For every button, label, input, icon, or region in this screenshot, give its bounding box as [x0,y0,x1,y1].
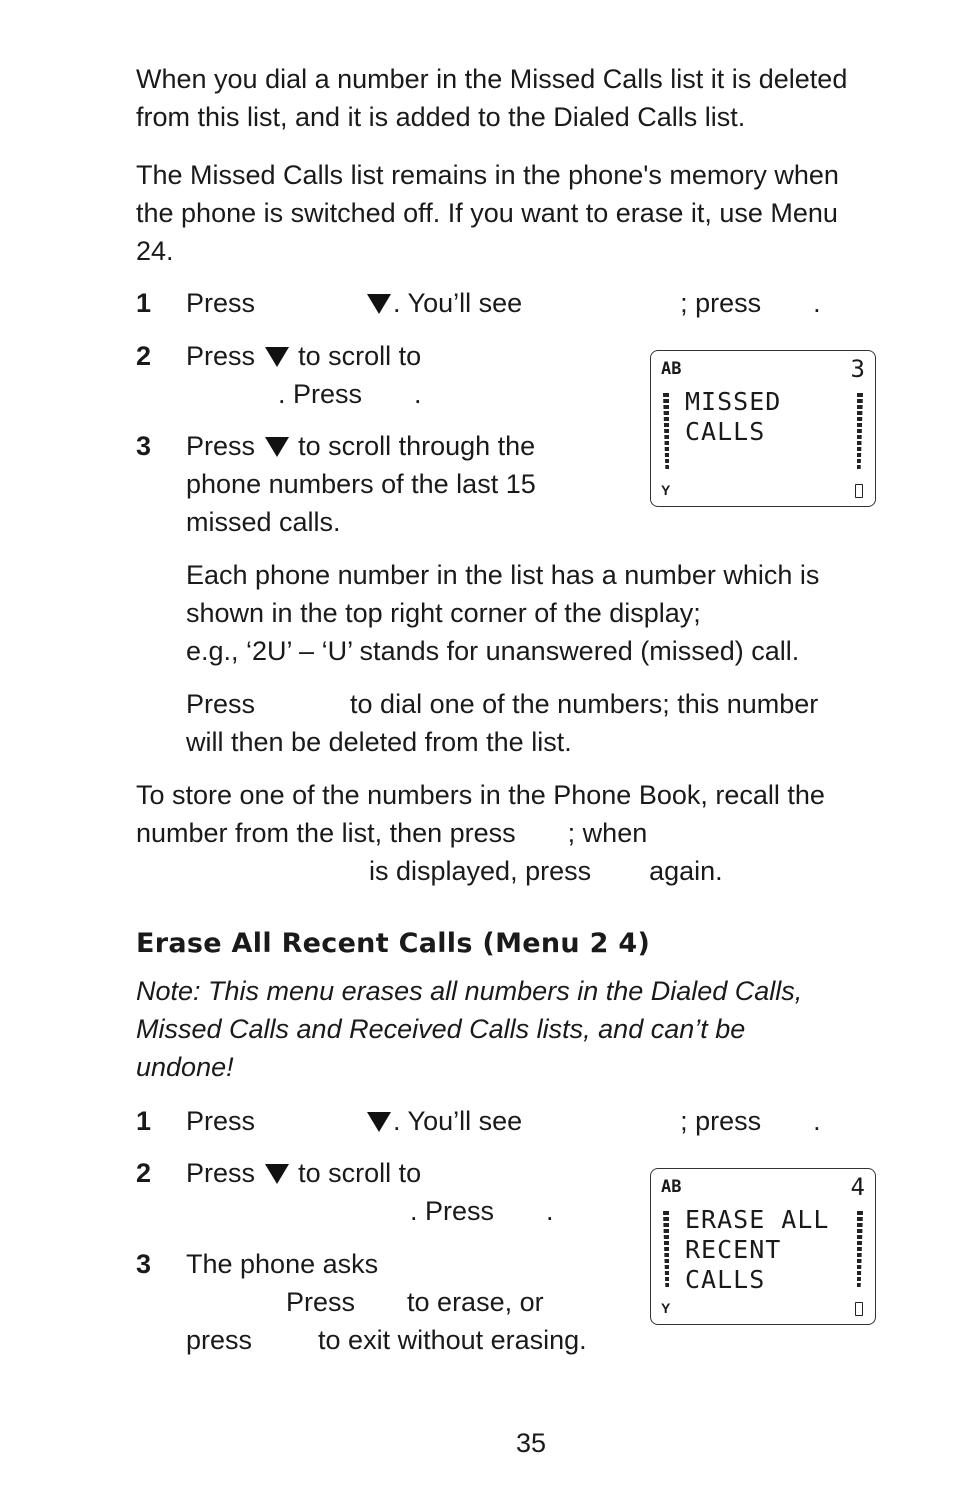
step-text: . [813,1106,821,1136]
battery-bar-icon [857,393,863,471]
intro-paragraph-2: The Missed Calls list remains in the phone's memory when the phone is switched off. If you want to erase it, use Menu 24. [136,160,839,266]
erase-note [136,972,876,1088]
store-instructions [136,776,876,892]
phone-display-missed-calls [650,350,876,507]
missed-step-2 [136,337,636,417]
battery-icon [855,484,863,498]
body-text: number from the list, then press [136,818,516,848]
display-index: 4 [850,1173,865,1201]
note-text: undone! [136,1052,234,1082]
intro-paragraph-1: When you dial a number in the Missed Calls list it is deleted from this list, and it is added to the Dialed Calls list. [136,64,848,132]
missed-dial-note [136,685,836,763]
step-number: 1 [136,288,152,318]
step-number: 3 [136,1249,152,1279]
step-text: . You’ll see [393,288,523,318]
display-ab-indicator: AB [661,1177,682,1197]
body-text: is displayed, press [369,856,592,886]
step-text: . You’ll see [393,1106,523,1136]
section-heading: Erase All Recent Calls (Menu 2 4) [136,928,651,959]
body-text: Press [186,689,256,719]
display-ab-indicator: AB [661,359,682,379]
step-number: 3 [136,431,152,461]
note-text: Note: This menu erases all numbers in the Dialed Calls, [136,976,803,1006]
step-text: . Press [410,1196,495,1226]
note-text: Missed Calls and Received Calls lists, and can’t be [136,1014,746,1044]
body-text: e.g., ‘2U’ – ‘U’ stands for unanswered (missed) call. [186,636,800,666]
step-text: to exit without erasing. [318,1325,587,1355]
battery-icon [855,1302,863,1316]
erase-step-2 [136,1154,636,1234]
step-text: Press [186,431,256,461]
step-text: to scroll through the [298,431,536,461]
down-arrow-icon [265,437,289,457]
missed-step-3 [136,427,636,543]
step-text: to erase, or [407,1287,544,1317]
step-text: . [813,288,821,318]
page-number: 35 [515,1428,547,1458]
step-text: . Press [278,379,363,409]
step-text: Press [186,1106,256,1136]
body-text: to dial one of the numbers; this number [350,689,819,719]
body-text: shown in the top right corner of the display; [186,598,701,628]
body-text: will then be deleted from the list. [186,727,572,757]
antenna-icon: Y [661,1300,671,1316]
missed-explanation [136,556,836,672]
step-text: missed calls. [186,507,341,537]
step-text: . [414,379,422,409]
phone-display-erase-all [650,1168,876,1325]
down-arrow-icon [367,1112,391,1132]
down-arrow-icon [265,347,289,367]
step-text: to scroll to [298,341,422,371]
step-number: 2 [136,341,152,371]
step-text: Press [186,341,256,371]
display-text: MISSED CALLS [685,387,782,446]
signal-bar-icon [663,393,669,471]
down-arrow-icon [367,294,391,314]
signal-bar-icon [663,1211,669,1289]
erase-step-3 [136,1245,636,1361]
step-text: ; press [680,288,762,318]
antenna-icon: Y [661,482,671,498]
step-number: 2 [136,1158,152,1188]
step-text: press [186,1325,253,1355]
step-text: Press [186,288,256,318]
body-text: Each phone number in the list has a number which is [186,560,820,590]
step-text: . [546,1196,554,1226]
step-text: phone numbers of the last 15 [186,469,536,499]
step-text: ; press [680,1106,762,1136]
body-text: To store one of the numbers in the Phone Book, recall the [136,780,825,810]
step-text: to scroll to [298,1158,422,1188]
missed-step-1 [136,284,876,324]
battery-bar-icon [857,1211,863,1289]
display-text: ERASE ALL RECENT CALLS [685,1205,830,1294]
body-text: again. [649,856,723,886]
step-text: Press [286,1287,356,1317]
body-text: ; when [567,818,648,848]
step-text: The phone asks [186,1249,379,1279]
step-number: 1 [136,1106,152,1136]
erase-step-1 [136,1102,876,1142]
step-text: Press [186,1158,256,1188]
display-index: 3 [850,355,865,383]
down-arrow-icon [265,1164,289,1184]
